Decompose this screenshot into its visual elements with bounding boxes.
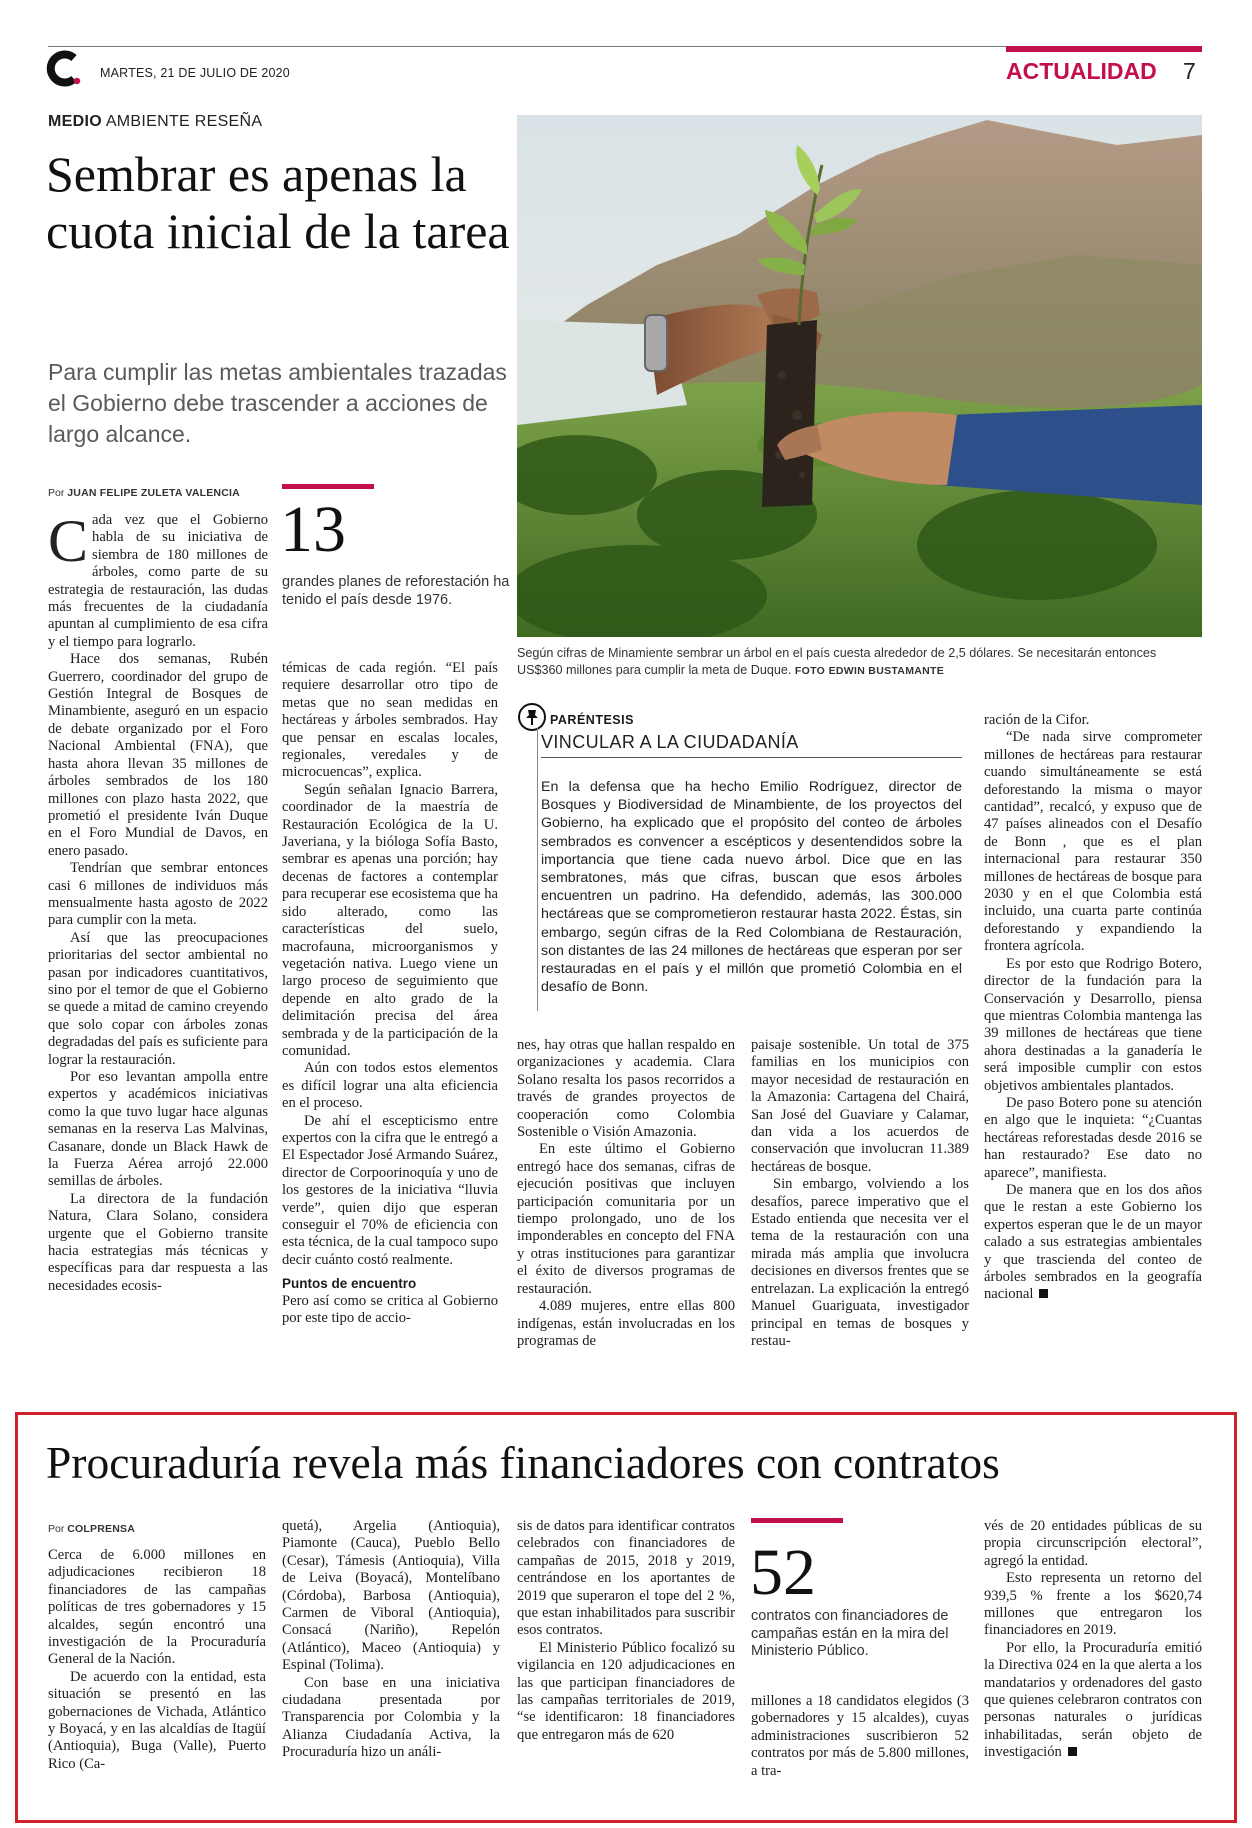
photo-caption — [517, 645, 1202, 680]
byline-prefix: Por — [48, 487, 65, 499]
stat-number: 13 — [280, 493, 346, 566]
sidebar-title: VINCULAR A LA CIUDADANÍA — [541, 732, 799, 752]
paragraph: La directora de la fundación Natura, Clara Solano, considera urgente que el Gobierno transite hacia estrategias más técnicas y específicas para dar respuesta a las necesidades ecosis- — [48, 1190, 268, 1294]
article-column-2 — [282, 660, 498, 1327]
paragraph: Es por esto que Rodrigo Botero, director de la fundación para la Conservación y Desarrollo, piensa que mientras Colombia mantenga las 39 millones de hectáreas que tiene ahora destinadas a la ganadería le será imposible cumplir con estos objetivos ambientales plantados. — [984, 955, 1202, 1094]
header-date: MARTES, 21 DE JULIO DE 2020 — [100, 66, 290, 80]
paragraph: quetá), Argelia (Antioquia), Piamonte (Cauca), Pueblo Bello (Cesar), Támesis (Antioquia), Villa de Leiva (Boyacá), Montelíbano (Córdoba), Barbosa (Antioquia), Carmen de Viboral (Antioquia), Consacá (Nariño), Repelón (Atlántico), Maceo (Antioquia) y Espinal (Tolima). — [282, 1518, 500, 1674]
article-column-4 — [751, 1037, 969, 1350]
sidebar-rule — [541, 757, 962, 758]
paragraph: Por eso levantan ampolla entre expertos y académicos iniciativas como la que tuvo lugar hace algunas semanas en la reserva Las Malvinas, Casanare, donde un Black Hawk de la Fuerza Aérea arrojó 22.000 semillas de árboles. — [48, 1069, 268, 1190]
paragraph-text: Por ello, la Procuraduría emitió la Directiva 024 en la que alerta a los mandatarios y ordenadores del gasto que quienes celebraron contratos con personas naturales o jurídicas inhabilitadas, serán objeto de investigación — [984, 1639, 1202, 1761]
article2-column-5 — [984, 1518, 1202, 1762]
paragraph: De acuerdo con la entidad, esta situación se presentó en las gobernaciones de Vichada, Atlántico y Boyacá, y en las alcaldías de Itagüí (Antioquia), Buga (Valle), Puerto Rico (Ca- — [48, 1668, 266, 1772]
sidebar-label: PARÉNTESIS — [550, 713, 634, 727]
paragraph: Cerca de 6.000 millones en adjudicaciones recibieron 18 financiadores de las campañas políticas de tres gobernadores y 15 alcaldes, según encontró una investigación de la Procuraduría General de la Nación. — [48, 1547, 266, 1668]
paragraph-text: De manera que en los dos años que le restan a este Gobierno los expertos esperan que le de un mayor calado a sus estrategias ambientales y que trascienda del conteo de árboles sembrados en la geografía nacional — [984, 1181, 1202, 1303]
photo-credit-prefix: FOTO — [794, 665, 826, 677]
paragraph: El Ministerio Público focalizó su vigilancia en 120 adjudicaciones en las que participan financiadores de las campañas territoriales de 2019, “se identificaron: 18 financiadores que entregaron más de 620 — [517, 1639, 735, 1743]
article-headline: Sembrar es apenas la cuota inicial de la tarea — [46, 146, 510, 259]
paragraph: Hace dos semanas, Rubén Guerrero, coordinador del grupo de Gestión Integral de Bosques de Minambiente, aseguró en un espacio de debate organizado por el Foro Nacional Ambiental (FNA), que hasta ahora llevan 35 millones de árboles sembrados de los 180 millones con plazo hasta 2022, que prometió el presidente Iván Duque en el Foro Mundial de Davos, en enero pasado. — [48, 651, 268, 859]
paragraph: De paso Botero pone su atención en algo que le inquieta: “¿Cuantas hectáreas reforestadas desde 2016 se han restaurado? Ese dato no aparece”, manifiesta. — [984, 1094, 1202, 1181]
paragraph: Pero así como se critica al Gobierno por este tipo de accio- — [282, 1292, 498, 1327]
article-deck: Para cumplir las metas ambientales trazadas el Gobierno debe trascender a acciones de largo alcance. — [48, 359, 507, 447]
photo-caption-text: Según cifras de Minamiente sembrar un árbol en el país cuesta alrededor de 2,5 dólares. Se necesitarán entonces US$360 millones para cumplir la meta de Duque. — [517, 646, 1157, 677]
stat-number: 52 — [750, 1536, 816, 1609]
article2-column-4 — [751, 1693, 969, 1780]
paragraph: “De nada sirve comprometer millones de hectáreas para restaurar cuando simultáneamente se está deforestando la misma o mayor cantidad”, recalcó, y expuso que de 47 países alineados con el Desafío de Bonn , que es el plan internacional para restaurar 350 millones de hectáreas de bosque para 2030 y en el que Colombia está incluido, una cuarta parte continúa deforestando y expandiendo la frontera agrícola. — [984, 729, 1202, 955]
section-accent-bar — [1006, 46, 1202, 52]
paragraph: De ahí el escepticismo entre expertos con la cifra que le entregó a El Espectador José Armando Suárez, director de Corpoorinoquía y uno de los gestores de la iniciativa “lluvia verde”, quien dijo que esperan conseguir el 70% de eficiencia con esta técnica, de la cual tampoco supo decir cuánto costó realmente. — [282, 1112, 498, 1268]
subhead: Puntos de encuentro — [282, 1276, 417, 1292]
byline-name: JUAN FELIPE ZULETA VALENCIA — [67, 487, 240, 499]
paragraph: sis de datos para identificar contratos celebrados con financiadores de campañas de 2015, 2018 y 2019, centrándose en los aportantes de 2019 que superaron el tope del 2 %, que estan inhabilitados para suscribir esos contratos. — [517, 1518, 735, 1639]
article-column-3 — [517, 1037, 735, 1350]
paragraph: Sin embargo, volviendo a los desafíos, parece imperativo que el Estado entienda que necesita ver el tema de la restauración con una mirada más amplia que involucra decisiones en diversos frentes que se entrelazan. La explicación la entregó Manuel Guariguata, investigador principal en temas de bosques y restau- — [751, 1176, 969, 1349]
paragraph: nes, hay otras que hallan respaldo en organizaciones y academia. Clara Solano resalta los pasos recorridos a través de grandes proyectos de cooperación como Colombia Sostenible o Visión Amazonia. — [517, 1037, 735, 1141]
byline-name: COLPRENSA — [67, 1523, 135, 1535]
paragraph: Con base en una iniciativa ciudadana presentada por Transparencia por Colombia y la Alianza Ciudadanía Activa, la Procuraduría hizo un análi- — [282, 1674, 500, 1761]
article2-headline: Procuraduría revela más financiadores con contratos — [46, 1437, 1000, 1488]
paragraph: 4.089 mujeres, entre ellas 800 indígenas, están involucradas en los programas de — [517, 1298, 735, 1349]
section-label[interactable]: ACTUALIDAD — [1006, 58, 1157, 84]
article2-byline — [48, 1523, 135, 1535]
byline — [48, 487, 240, 499]
paragraph — [984, 1182, 1202, 1304]
stat-text: contratos con financiadores de campañas están en la mira del Ministerio Público. — [751, 1608, 949, 1659]
end-mark-icon — [1039, 1289, 1048, 1298]
kicker — [48, 113, 262, 131]
kicker-rest: AMBIENTE RESEÑA — [105, 113, 263, 130]
paragraph: millones a 18 candidatos elegidos (3 gobernadores y 15 alcaldes), cuyas administraciones suscribieron 52 contratos por más de 5.800 millones, a tra- — [751, 1693, 969, 1779]
kicker-bold: MEDIO — [48, 113, 102, 130]
paragraph: Tendrían que sembrar entonces casi 6 millones de individuos más mensualmente hasta agosto de 2022 para cumplir con la meta. — [48, 860, 268, 929]
paragraph: paisaje sostenible. Un total de 375 familias en los municipios con mayor necesidad de restauración en la Amazonia: Cartagena del Chairá, San José del Guaviare y Calamar, dan vida a los acuerdos de conservación que involucran 11.389 hectáreas de bosque. — [751, 1037, 969, 1175]
paragraph: Según señalan Ignacio Barrera, coordinador de la maestría de Restauración Ecológica de la U. Javeriana, y la bióloga Sofía Basto, sembrar es apenas una porción; hay decenas de factores a contemplar para recuperar ese ecosistema que ha sido alterado, como las características del suelo, macrofauna, microorganismos y vegetación nativa. Luego viene un largo proceso de seguimiento que depende en alto grado de la delimitación precisa del área sembrada y de la participación de la comunidad. — [282, 781, 498, 1059]
end-mark-icon — [1068, 1747, 1077, 1756]
article-photo — [517, 115, 1202, 637]
sidebar-text: En la defensa que ha hecho Emilio Rodríguez, director de Bosques y Biodiversidad de Minambiente, de los proyectos del Gobierno, ha explicado que el propósito del conteo de árboles sembrados es convencer a escépticos y desentendidos sobre la importancia que tiene cada nuevo árbol. Dice que en las sembratones, más que cifras, buscan que esos árboles encuentren un padrino. Ha defendido, además, las 300.000 hectáreas que se comprometieron restaurar hasta 2022. Éstas, sin embargo, según cifras de la Red Colombiana de Restauración, son distantes de las 24 millones de hectáreas que esperan por ser restauradas en el país y el millón que prometió Colombia en el desafío de Bonn. — [541, 779, 962, 996]
paragraph: En este último el Gobierno entregó hace dos semanas, cifras de ejecución positivas que incluyen participación comunitaria por un tiempo prolongado, uno de los imponderables en concepto del FNA y otras instituciones para garantizar el éxito de diversos programas de restauración. — [517, 1141, 735, 1297]
newspaper-logo-icon — [44, 48, 84, 88]
paragraph: ada vez que el Gobierno habla de su iniciativa de siembra de 180 millones de árboles, como parte de su estrategia de restauración, las dudas más frecuentes de la ciudadanía apuntan al cumplimiento de esa cifra y el tiempo para lograrlo. — [48, 512, 268, 650]
dropcap: C — [48, 508, 89, 574]
page-number: 7 — [1183, 58, 1196, 84]
article-column-1 — [48, 508, 268, 1295]
paragraph: ración de la Cifor. — [984, 712, 1090, 728]
paragraph: vés de 20 entidades públicas de su propia circunscripción electoral”, agregó la entidad. — [984, 1518, 1202, 1569]
paragraph: Aún con todos estos elementos es difícil lograr una alta eficiencia en el proceso. — [282, 1060, 498, 1112]
stat-rule — [751, 1518, 843, 1523]
paragraph: Así que las preocupaciones prioritarias del sector ambiental no pasan por indicadores cuantitativos, sino por el temor de que el Gobierno se quede a mitad de camino creyendo que solo copar con árboles zonas degradadas del país es suficiente para lograr la restauración. — [48, 929, 268, 1068]
pin-icon — [517, 702, 547, 732]
byline-prefix: Por — [48, 1523, 65, 1535]
article2-column-3 — [517, 1518, 735, 1744]
article2-column-2 — [282, 1518, 500, 1762]
article2-column-1 — [48, 1547, 266, 1773]
stat-rule — [282, 484, 374, 489]
paragraph: témicas de cada región. “El país requiere desarrollar otro tipo de metas que no sean medidas en hectáreas y árboles sembrados. Hay que pensar en escalas locales, regionales, veredales y de microcuencas”, explica. — [282, 660, 498, 781]
stat-text: grandes planes de reforestación ha tenido el país desde 1976. — [282, 574, 510, 608]
article-column-5 — [984, 712, 1202, 1304]
paragraph — [984, 1640, 1202, 1762]
photo-credit: EDWIN BUSTAMANTE — [828, 665, 945, 677]
paragraph: Esto representa un retorno del 939,5 % frente a los $620,74 millones que entregaron los financiadores en 2019. — [984, 1570, 1202, 1639]
sidebar-rule-vertical — [537, 728, 538, 1011]
